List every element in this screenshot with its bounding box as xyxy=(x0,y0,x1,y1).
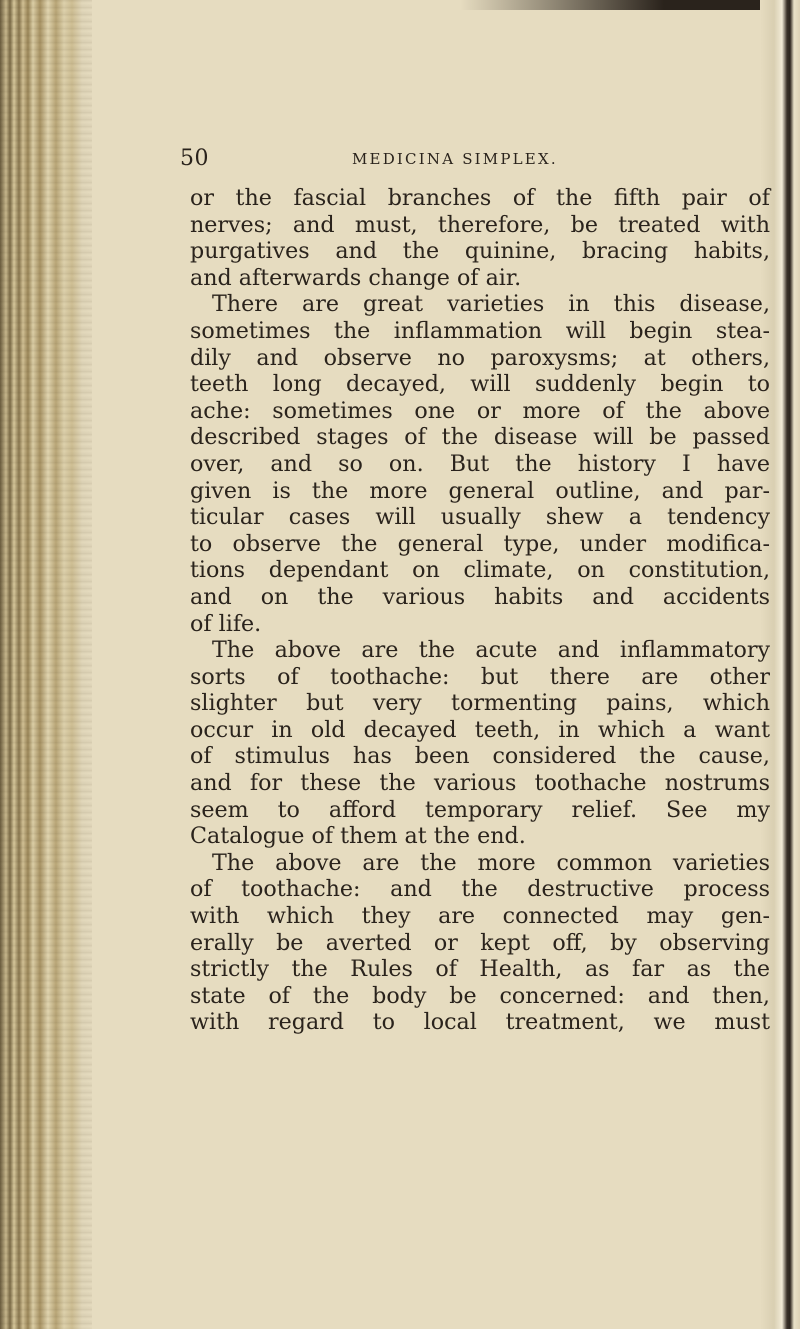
text-line: and for these the various toothache nostrums xyxy=(190,770,770,797)
text-line: sometimes the inflammation will begin stea- xyxy=(190,317,770,344)
text-line: Catalogue of them at the end. xyxy=(190,823,526,850)
book-binding-edge xyxy=(0,0,92,1329)
text-line: dily and observe no paroxysms; at others, xyxy=(190,344,770,371)
text-line: ticular cases will usually shew a tendency xyxy=(190,504,770,531)
text-line: over, and so on. But the history I have xyxy=(190,450,770,477)
text-line: nerves; and must, therefore, be treated with xyxy=(190,211,770,238)
text-line: strictly the Rules of Health, as far as the xyxy=(190,956,770,983)
text-line: described stages of the disease will be passed xyxy=(190,424,770,451)
text-line: tions dependant on climate, on constitution, xyxy=(190,557,770,584)
book-page xyxy=(140,0,772,1329)
text-line: purgatives and the quinine, bracing habits, xyxy=(190,238,770,265)
text-line: erally be averted or kept off, by observing xyxy=(190,929,770,956)
text-line: and on the various habits and accidents xyxy=(190,583,770,610)
text-line: slighter but very tormenting pains, which xyxy=(190,690,770,717)
text-line: ache: sometimes one or more of the above xyxy=(190,397,770,424)
text-line: with which they are connected may gen- xyxy=(190,903,770,930)
body-text xyxy=(190,185,770,1036)
text-line: or the fascial branches of the fifth pair of xyxy=(190,185,770,211)
text-line: There are great varieties in this disease, xyxy=(212,291,770,318)
page-number: 50 xyxy=(180,146,209,171)
text-line: to observe the general type, under modifica- xyxy=(190,530,770,557)
running-head xyxy=(140,146,700,170)
text-line: seem to afford temporary relief. See my xyxy=(190,796,770,823)
text-line: state of the body be concerned: and then, xyxy=(190,982,770,1009)
text-line: The above are the more common varieties xyxy=(212,849,770,876)
text-line: of life. xyxy=(190,610,262,637)
running-title: MEDICINA SIMPLEX. xyxy=(352,150,558,168)
text-line: occur in old decayed teeth, in which a want xyxy=(190,716,770,743)
text-line: sorts of toothache: but there are other xyxy=(190,663,770,690)
text-line: and afterwards change of air. xyxy=(190,264,522,291)
text-line: of stimulus has been considered the cause, xyxy=(190,743,770,770)
text-line: The above are the acute and inflammatory xyxy=(212,637,770,664)
text-line: teeth long decayed, will suddenly begin to xyxy=(190,371,770,398)
text-line: of toothache: and the destructive process xyxy=(190,876,770,903)
text-line: with regard to local treatment, we must xyxy=(190,1009,770,1036)
text-line: given is the more general outline, and par- xyxy=(190,477,770,504)
